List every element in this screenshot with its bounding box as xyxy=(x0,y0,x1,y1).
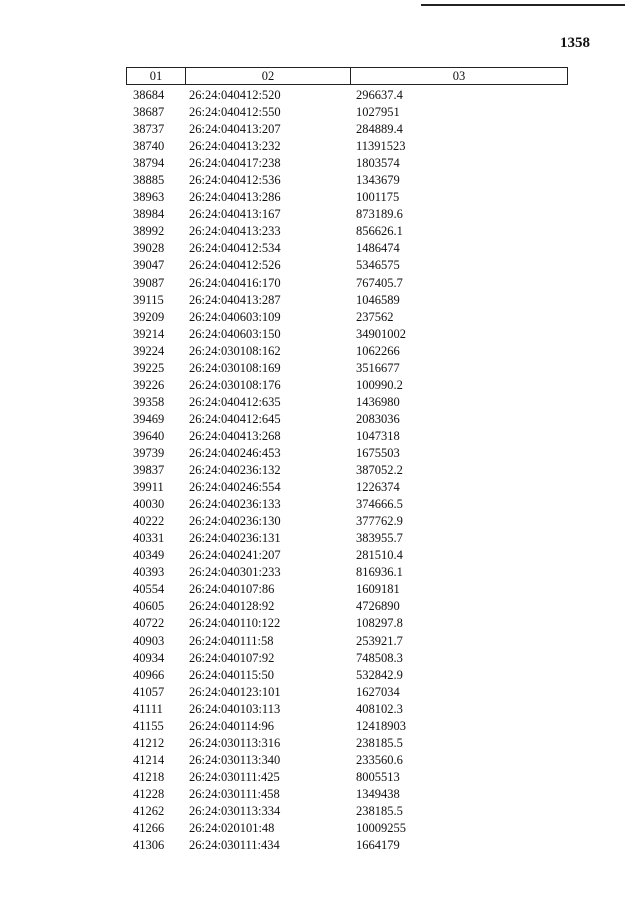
table-cell-col-1: 39739 xyxy=(133,445,165,460)
table-cell-col-1: 38737 xyxy=(133,122,165,137)
table-cell-col-3: 383955.7 xyxy=(356,531,403,546)
table-row xyxy=(126,513,568,530)
table-cell-col-1: 38963 xyxy=(133,190,165,205)
table-cell-col-3: 1609181 xyxy=(356,582,400,597)
header-col-1: 01 xyxy=(127,68,186,84)
table-cell-col-2: 26:24:040413:286 xyxy=(189,190,281,205)
table-cell-col-1: 41057 xyxy=(133,684,165,699)
page-number: 1358 xyxy=(560,35,590,51)
table-cell-col-3: 748508.3 xyxy=(356,650,403,665)
table-cell-col-2: 26:24:030113:334 xyxy=(189,803,281,818)
table-cell-col-2: 26:24:040413:268 xyxy=(189,428,281,443)
table-row xyxy=(126,667,568,684)
table-cell-col-2: 26:24:040103:113 xyxy=(189,701,281,716)
table-cell-col-1: 39225 xyxy=(133,360,165,375)
table-cell-col-1: 41266 xyxy=(133,821,165,836)
table-cell-col-3: 3516677 xyxy=(356,360,400,375)
table-cell-col-1: 40966 xyxy=(133,667,165,682)
table-cell-col-1: 38992 xyxy=(133,224,165,239)
table-row xyxy=(126,360,568,377)
top-rule xyxy=(421,4,625,6)
table-cell-col-3: 374666.5 xyxy=(356,497,403,512)
table-cell-col-2: 26:24:040413:287 xyxy=(189,292,281,307)
table-cell-col-1: 39469 xyxy=(133,411,165,426)
table-cell-col-1: 39047 xyxy=(133,258,165,273)
table-cell-col-2: 26:24:040301:233 xyxy=(189,565,281,580)
table-cell-col-1: 39214 xyxy=(133,326,165,341)
table-cell-col-1: 38885 xyxy=(133,173,165,188)
table-cell-col-3: 108297.8 xyxy=(356,616,403,631)
table-cell-col-2: 26:24:030111:425 xyxy=(189,769,280,784)
table-row xyxy=(126,257,568,274)
table-cell-col-3: 1027951 xyxy=(356,105,400,120)
table-cell-col-3: 377762.9 xyxy=(356,514,403,529)
table-row xyxy=(126,479,568,496)
table-cell-col-3: 253921.7 xyxy=(356,633,403,648)
table-cell-col-1: 38984 xyxy=(133,207,165,222)
table-cell-col-3: 34901002 xyxy=(356,326,406,341)
table-cell-col-2: 26:24:040110:122 xyxy=(189,616,281,631)
table-cell-col-3: 1047318 xyxy=(356,428,400,443)
table-cell-col-2: 26:24:040111:58 xyxy=(189,633,274,648)
table-cell-col-1: 41218 xyxy=(133,769,165,784)
table-row xyxy=(126,803,568,820)
table-cell-col-2: 26:24:030113:316 xyxy=(189,735,281,750)
table-row xyxy=(126,121,568,138)
table-cell-col-2: 26:24:040412:534 xyxy=(189,241,281,256)
table-cell-col-2: 26:24:040413:232 xyxy=(189,139,281,154)
table-cell-col-1: 39911 xyxy=(133,480,164,495)
table-row xyxy=(126,445,568,462)
table-cell-col-2: 26:24:020101:48 xyxy=(189,821,275,836)
table-header xyxy=(126,67,568,85)
table-cell-col-3: 1664179 xyxy=(356,838,400,853)
table-row xyxy=(126,769,568,786)
table-row xyxy=(126,547,568,564)
table-cell-col-2: 26:24:040417:238 xyxy=(189,156,281,171)
table-cell-col-2: 26:24:040413:167 xyxy=(189,207,281,222)
table-cell-col-3: 1627034 xyxy=(356,684,400,699)
table-cell-col-1: 41155 xyxy=(133,718,164,733)
table-cell-col-1: 39087 xyxy=(133,275,165,290)
table-cell-col-2: 26:24:040236:130 xyxy=(189,514,281,529)
table-row xyxy=(126,87,568,104)
table-row xyxy=(126,701,568,718)
table-cell-col-3: 238185.5 xyxy=(356,803,403,818)
table-cell-col-1: 38794 xyxy=(133,156,165,171)
table-cell-col-2: 26:24:040412:645 xyxy=(189,411,281,426)
table-row xyxy=(126,411,568,428)
table-cell-col-2: 26:24:040128:92 xyxy=(189,599,275,614)
table-cell-col-2: 26:24:040413:207 xyxy=(189,122,281,137)
table-cell-col-2: 26:24:040246:554 xyxy=(189,480,281,495)
table-cell-col-3: 1062266 xyxy=(356,343,400,358)
table-row xyxy=(126,326,568,343)
table-cell-col-1: 39028 xyxy=(133,241,165,256)
table-cell-col-3: 1675503 xyxy=(356,445,400,460)
table-cell-col-3: 387052.2 xyxy=(356,463,403,478)
table-row xyxy=(126,735,568,752)
table-cell-col-3: 233560.6 xyxy=(356,752,403,767)
table-row xyxy=(126,615,568,632)
table-row xyxy=(126,650,568,667)
table-cell-col-2: 26:24:030108:176 xyxy=(189,377,281,392)
table-cell-col-2: 26:24:040603:150 xyxy=(189,326,281,341)
table-cell-col-1: 39224 xyxy=(133,343,165,358)
table-cell-col-2: 26:24:040246:453 xyxy=(189,445,281,460)
table-cell-col-3: 12418903 xyxy=(356,718,406,733)
table-cell-col-3: 1349438 xyxy=(356,786,400,801)
table-row xyxy=(126,564,568,581)
table-row xyxy=(126,292,568,309)
table-cell-col-2: 26:24:040241:207 xyxy=(189,548,281,563)
table-cell-col-1: 41214 xyxy=(133,752,165,767)
table-row xyxy=(126,206,568,223)
table-cell-col-2: 26:24:040114:96 xyxy=(189,718,274,733)
table-cell-col-2: 26:24:040236:132 xyxy=(189,463,281,478)
table-cell-col-3: 1343679 xyxy=(356,173,400,188)
table-cell-col-1: 38740 xyxy=(133,139,165,154)
table-row xyxy=(126,684,568,701)
table-cell-col-3: 873189.6 xyxy=(356,207,403,222)
table-row xyxy=(126,104,568,121)
table-cell-col-1: 38684 xyxy=(133,88,165,102)
table-row xyxy=(126,394,568,411)
table-cell-col-1: 41306 xyxy=(133,838,165,853)
table-cell-col-1: 41111 xyxy=(133,701,163,716)
table-row xyxy=(126,581,568,598)
table-cell-col-3: 284889.4 xyxy=(356,122,403,137)
table-cell-col-1: 39837 xyxy=(133,463,165,478)
table-cell-col-3: 1486474 xyxy=(356,241,400,256)
table-cell-col-2: 26:24:040123:101 xyxy=(189,684,281,699)
table-row xyxy=(126,752,568,769)
table-row xyxy=(126,172,568,189)
table-cell-col-1: 40605 xyxy=(133,599,165,614)
table-body xyxy=(126,87,568,854)
table-cell-col-3: 10009255 xyxy=(356,821,406,836)
table-cell-col-3: 1436980 xyxy=(356,394,400,409)
table-cell-col-1: 40903 xyxy=(133,633,165,648)
table-cell-col-3: 1803574 xyxy=(356,156,400,171)
table-cell-col-2: 26:24:040412:526 xyxy=(189,258,281,273)
table-cell-col-3: 532842.9 xyxy=(356,667,403,682)
table-row xyxy=(126,377,568,394)
table-cell-col-3: 2083036 xyxy=(356,411,400,426)
table-cell-col-2: 26:24:040236:133 xyxy=(189,497,281,512)
table-row xyxy=(126,530,568,547)
table-cell-col-2: 26:24:040115:50 xyxy=(189,667,274,682)
table-cell-col-1: 40349 xyxy=(133,548,165,563)
table-row xyxy=(126,786,568,803)
table-cell-col-1: 40030 xyxy=(133,497,165,512)
table-cell-col-2: 26:24:040107:92 xyxy=(189,650,275,665)
table-cell-col-2: 26:24:030111:458 xyxy=(189,786,280,801)
table-row xyxy=(126,428,568,445)
table-cell-col-3: 408102.3 xyxy=(356,701,403,716)
table-cell-col-2: 26:24:030111:434 xyxy=(189,838,280,853)
table-row xyxy=(126,155,568,172)
table-cell-col-3: 281510.4 xyxy=(356,548,403,563)
table-cell-col-3: 238185.5 xyxy=(356,735,403,750)
table-row xyxy=(126,598,568,615)
table-cell-col-1: 39226 xyxy=(133,377,165,392)
table-cell-col-2: 26:24:040416:170 xyxy=(189,275,281,290)
table-cell-col-2: 26:24:040236:131 xyxy=(189,531,281,546)
table-cell-col-3: 767405.7 xyxy=(356,275,403,290)
table-cell-col-2: 26:24:040412:520 xyxy=(189,88,281,102)
table-cell-col-1: 41212 xyxy=(133,735,165,750)
table-cell-col-2: 26:24:040412:536 xyxy=(189,173,281,188)
table-cell-col-3: 1046589 xyxy=(356,292,400,307)
table-cell-col-3: 296637.4 xyxy=(356,88,403,102)
table-cell-col-1: 40722 xyxy=(133,616,165,631)
table-cell-col-2: 26:24:030113:340 xyxy=(189,752,281,767)
table-cell-col-1: 41228 xyxy=(133,786,165,801)
table-cell-col-1: 39358 xyxy=(133,394,165,409)
table-cell-col-2: 26:24:040412:635 xyxy=(189,394,281,409)
table-cell-col-1: 40934 xyxy=(133,650,165,665)
table-cell-col-3: 5346575 xyxy=(356,258,400,273)
table-cell-col-1: 39209 xyxy=(133,309,165,324)
table-cell-col-1: 40331 xyxy=(133,531,165,546)
table-cell-col-1: 40554 xyxy=(133,582,165,597)
table-cell-col-2: 26:24:040412:550 xyxy=(189,105,281,120)
table-cell-col-3: 856626.1 xyxy=(356,224,403,239)
table-row xyxy=(126,820,568,837)
table-row xyxy=(126,223,568,240)
table-cell-col-3: 11391523 xyxy=(356,139,406,154)
table-cell-col-3: 8005513 xyxy=(356,769,400,784)
table-row xyxy=(126,275,568,292)
table-cell-col-1: 38687 xyxy=(133,105,165,120)
table-row xyxy=(126,138,568,155)
table-cell-col-3: 237562 xyxy=(356,309,394,324)
table-cell-col-3: 1226374 xyxy=(356,480,400,495)
table-row xyxy=(126,189,568,206)
table-cell-col-1: 41262 xyxy=(133,803,165,818)
table-cell-col-2: 26:24:040603:109 xyxy=(189,309,281,324)
table-row xyxy=(126,496,568,513)
header-col-2: 02 xyxy=(186,68,351,84)
table-cell-col-2: 26:24:040107:86 xyxy=(189,582,275,597)
header-col-3: 03 xyxy=(452,69,466,83)
table-cell-col-3: 1001175 xyxy=(356,190,400,205)
table-row xyxy=(126,240,568,257)
table-row xyxy=(126,633,568,650)
table-cell-col-1: 39115 xyxy=(133,292,164,307)
table-row xyxy=(126,309,568,326)
table-row xyxy=(126,343,568,360)
table-cell-col-3: 4726890 xyxy=(356,599,400,614)
table-cell-col-2: 26:24:030108:162 xyxy=(189,343,281,358)
table-cell-col-1: 39640 xyxy=(133,428,165,443)
table-cell-col-2: 26:24:030108:169 xyxy=(189,360,281,375)
table-cell-col-1: 40222 xyxy=(133,514,165,529)
table-row xyxy=(126,837,568,854)
table-row xyxy=(126,718,568,735)
table-cell-col-2: 26:24:040413:233 xyxy=(189,224,281,239)
table-cell-col-1: 40393 xyxy=(133,565,165,580)
table-cell-col-3: 816936.1 xyxy=(356,565,403,580)
table-row xyxy=(126,462,568,479)
table-cell-col-3: 100990.2 xyxy=(356,377,403,392)
